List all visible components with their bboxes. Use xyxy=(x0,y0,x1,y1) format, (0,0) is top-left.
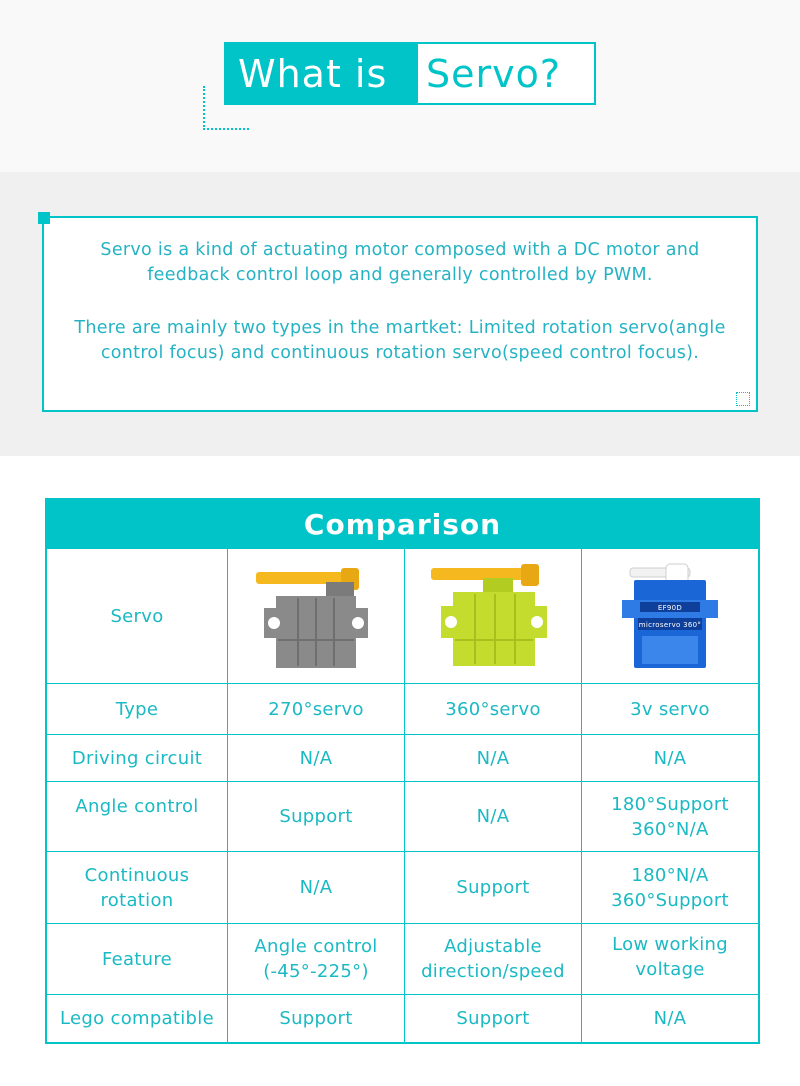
comparison-title: Comparison xyxy=(47,500,758,548)
microservo-label-top: EF90D xyxy=(657,604,683,612)
title-servo: Servo? xyxy=(426,52,562,96)
description-paragraph-2: There are mainly two types in the martket: Limited rotation servo(angle control focus) and continuous rotation servo(speed control focus). xyxy=(74,318,726,363)
servo-3v-image-cell xyxy=(581,549,758,683)
cell-360-angle: N/A xyxy=(404,782,581,851)
row-label-lego-compatible: Lego compatible xyxy=(60,1008,214,1029)
table-row xyxy=(47,994,758,1042)
title-what-is: What is xyxy=(238,52,388,96)
cell-360-feature: Adjustable direction/speed xyxy=(404,924,581,994)
servo-360-image-cell xyxy=(404,549,581,683)
cell-3v-continuous: 180°N/A 360°Support xyxy=(581,852,758,923)
table-row xyxy=(47,734,758,781)
table-row xyxy=(47,851,758,923)
dotted-corner-icon xyxy=(736,392,750,406)
row-label-feature: Feature xyxy=(101,948,173,970)
cell-3v-lego: N/A xyxy=(581,995,758,1042)
cell-360-continuous: Support xyxy=(404,852,581,923)
cell-360-lego: Support xyxy=(404,995,581,1042)
description-section xyxy=(0,172,800,456)
cell-360-driving: N/A xyxy=(404,735,581,781)
blue-microservo-icon xyxy=(600,556,740,676)
cell-270-driving: N/A xyxy=(227,735,404,781)
cell-270-continuous: N/A xyxy=(227,852,404,923)
description-paragraph-1: Servo is a kind of actuating motor composed with a DC motor and feedback control loop and generally controlled by PWM. xyxy=(100,240,700,285)
row-label-servo: Servo xyxy=(110,605,164,627)
cell-270-angle: Support xyxy=(227,782,404,851)
cell-270-type: 270°servo xyxy=(227,684,404,734)
servo-270-image-cell xyxy=(227,549,404,683)
row-label-driving-circuit: Driving circuit xyxy=(71,747,203,769)
table-row xyxy=(47,923,758,994)
comparison-table xyxy=(45,498,760,1044)
table-row xyxy=(47,683,758,734)
table-row xyxy=(47,781,758,851)
title-box xyxy=(224,42,596,105)
title-section xyxy=(0,0,800,172)
green-servo-icon xyxy=(423,556,563,676)
corner-square-icon xyxy=(38,212,50,224)
cell-3v-angle: 180°Support 360°N/A xyxy=(581,782,758,851)
cell-3v-driving: N/A xyxy=(581,735,758,781)
row-label-type: Type xyxy=(115,698,159,720)
cell-360-type: 360°servo xyxy=(404,684,581,734)
cell-3v-feature: Low working voltage xyxy=(581,924,758,994)
gray-servo-icon xyxy=(246,556,386,676)
table-row-servo xyxy=(47,548,758,683)
cell-270-lego: Support xyxy=(227,995,404,1042)
row-label-angle-control: Angle control xyxy=(75,796,199,817)
description-box xyxy=(42,216,758,412)
cell-270-feature: Angle control (-45°-225°) xyxy=(227,924,404,994)
microservo-label-mid: microservo 360° xyxy=(638,621,702,629)
row-label-continuous-rotation: Continuous rotation xyxy=(84,864,190,911)
cell-3v-type: 3v servo xyxy=(581,684,758,734)
